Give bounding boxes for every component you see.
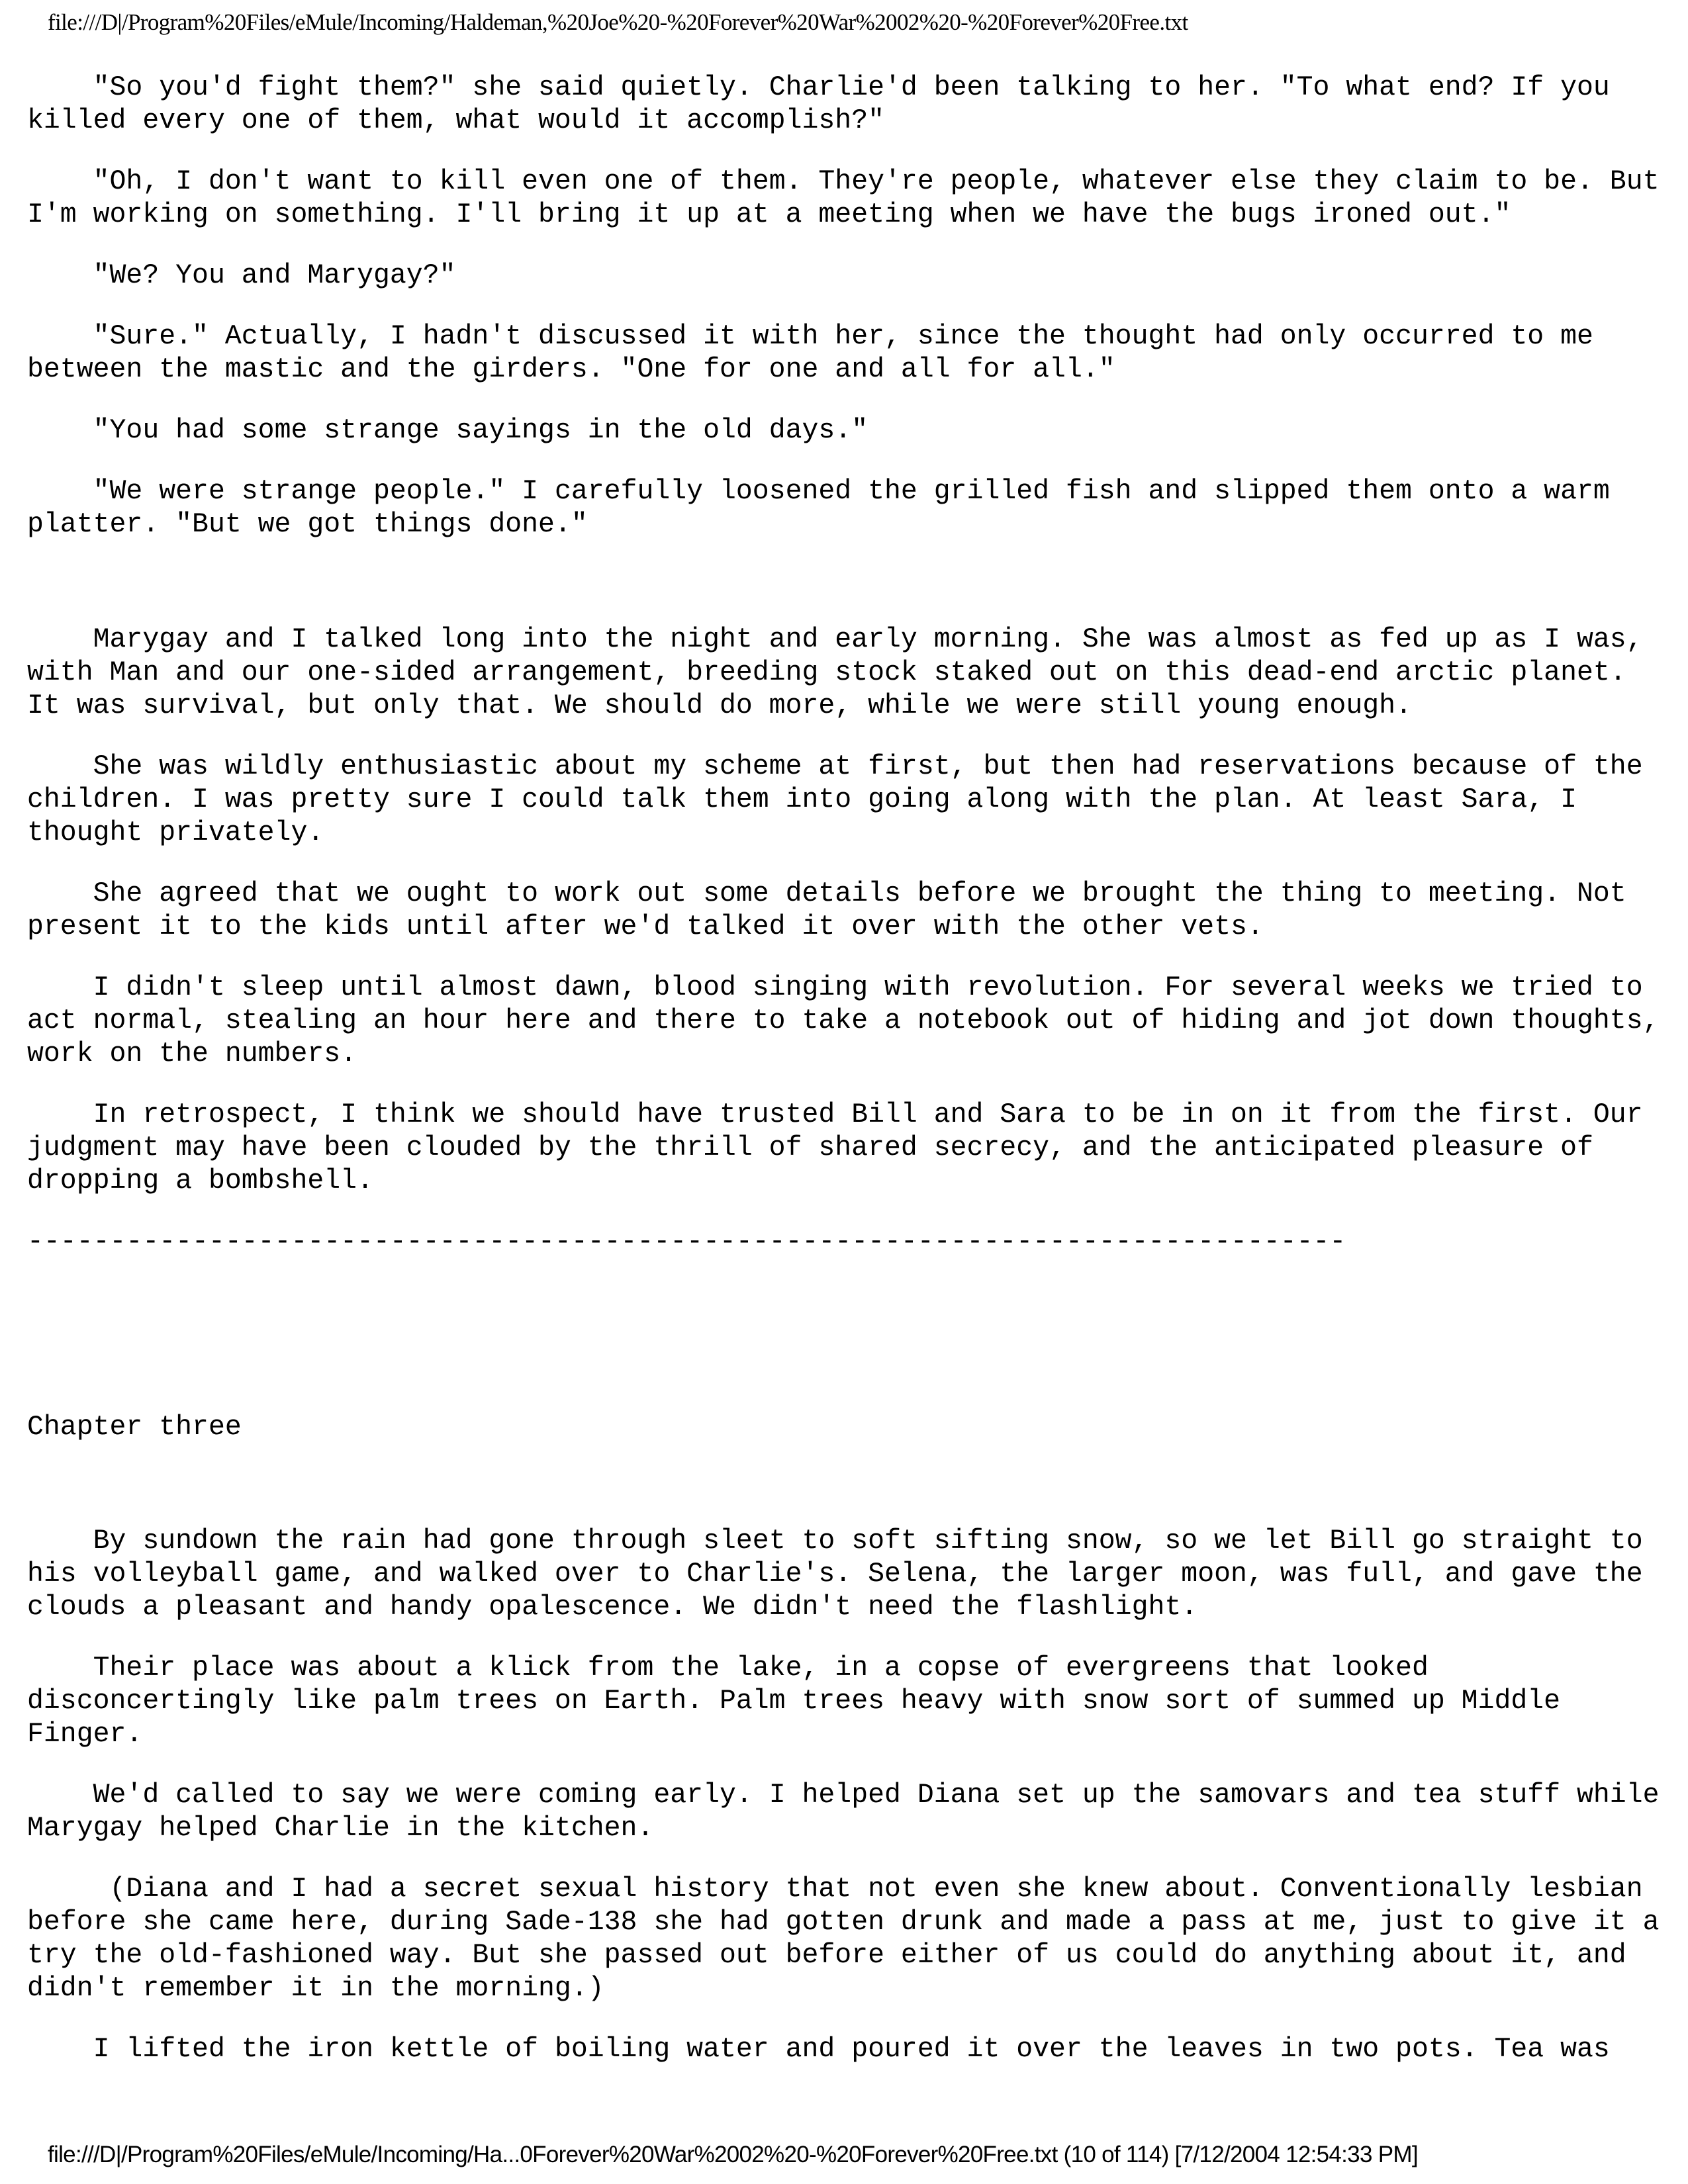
dashed-divider: --------------------------------------------------------------------------------: [27, 1226, 1346, 1257]
paragraph: "We were strange people." I carefully loosened the grilled fish and slipped them onto a warm platter. "But we got things done.": [27, 476, 1626, 540]
paragraph: I lifted the iron kettle of boiling water and poured it over the leaves in two pots. Tea was: [27, 2034, 1610, 2065]
paragraph: We'd called to say we were coming early. I helped Diana set up the samovars and tea stuff while Marygay helped Charlie in the kitchen.: [27, 1780, 1676, 1844]
paragraph: She was wildly enthusiastic about my scheme at first, but then had reservations because of the children. I was pretty sure I could talk them into going along with the plan. At least Sara, I thought privately.: [27, 751, 1660, 848]
paragraph: (Diana and I had a secret sexual history that not even she knew about. Conventionally lesbian before she came here, during Sade-138 she had gotten drunk and made a pass at me, just to give it a try the old-fashioned way. But she passed out before either of us could do anything about it, and didn't remember it in the morning.): [27, 1874, 1676, 2004]
paragraph: By sundown the rain had gone through sleet to soft sifting snow, so we let Bill go straight to his volleyball game, and walked over to Charlie's. Selena, the larger moon, was full, and gave the clouds a pleasant and handy opalescence. We didn't need the flashlight.: [27, 1525, 1660, 1623]
paragraph: "You had some strange sayings in the old days.": [27, 415, 868, 446]
document-body: [27, 71, 1676, 2094]
paragraph: "So you'd fight them?" she said quietly. Charlie'd been talking to her. "To what end? If you killed every one of them, what would it accomplish?": [27, 72, 1626, 136]
paragraph: She agreed that we ought to work out some details before we brought the thing to meeting. Not present it to the kids until after we'd talked it over with the other vets.: [27, 878, 1643, 942]
paragraph: "Oh, I don't want to kill even one of them. They're people, whatever else they claim to be. But I'm working on something. I'll bring it up at a meeting when we have the bugs ironed out.": [27, 166, 1676, 230]
paragraph: Marygay and I talked long into the night and early morning. She was almost as fed up as I was, with Man and our one-sided arrangement, breeding stock staked out on this dead-end arctic planet. It was survival, but only that. We should do more, while we were still young enough.: [27, 624, 1660, 721]
paragraph: In retrospect, I think we should have trusted Bill and Sara to be in on it from the first. Our judgment may have been clouded by the thrill of shared secrecy, and the anticipated pleasure of dropping a bombshell.: [27, 1099, 1660, 1197]
paragraph: Their place was about a klick from the lake, in a copse of evergreens that looked disconcertingly like palm trees on Earth. Palm trees heavy with snow sort of summed up Middle Finger.: [27, 1653, 1577, 1750]
section-break-space: [27, 569, 1669, 623]
paragraph: "We? You and Marygay?": [27, 260, 456, 291]
chapter-break-space: [27, 1259, 1669, 1411]
document-url-header: file:///D|/Program%20Files/eMule/Incoming/Haldeman,%20Joe%20-%20Forever%20War%2002%20-%20Forever%20Free.txt: [48, 9, 1188, 35]
paragraph: I didn't sleep until almost dawn, blood singing with revolution. For several weeks we tried to act normal, stealing an hour here and there to take a notebook out of hiding and jot down thoughts, work on the numbers.: [27, 972, 1676, 1069]
page-footer: file:///D|/Program%20Files/eMule/Incoming/Ha...0Forever%20War%2002%20-%20Forever%20Free.txt (10 of 114) [7/12/2004 12:54:33 PM]: [48, 2142, 1418, 2167]
paragraph: "Sure." Actually, I hadn't discussed it with her, since the thought had only occurred to me between the mastic and the girders. "One for one and all for all.": [27, 321, 1610, 385]
chapter-title-space: [27, 1444, 1669, 1525]
chapter-title: Chapter three: [27, 1412, 242, 1443]
